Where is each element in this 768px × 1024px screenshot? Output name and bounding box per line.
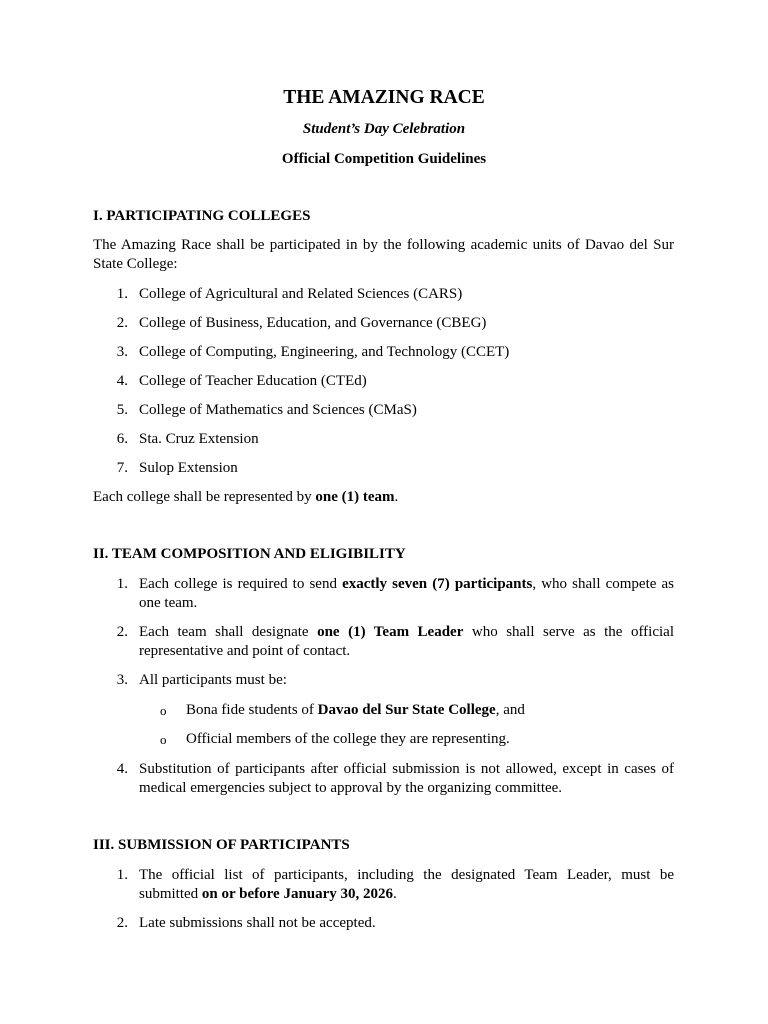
list-number: 5. — [116, 402, 128, 418]
list-number: 3. — [116, 672, 128, 688]
list-number: 1. — [116, 867, 128, 883]
sub-list-text — [186, 701, 525, 721]
list-text: College of Mathematics and Sciences (CMaS) — [139, 402, 417, 418]
list-text — [139, 885, 674, 905]
bullet-icon: o — [160, 703, 167, 718]
sub-list-text: Official members of the college they are representing. — [186, 731, 510, 747]
list-text: All participants must be: — [139, 672, 287, 688]
list-text — [139, 575, 674, 595]
list-text — [139, 623, 674, 643]
list-text-part: , who shall compete as — [532, 576, 674, 592]
list-text: Sta. Cruz Extension — [139, 431, 259, 447]
list-text: one team. — [139, 595, 198, 611]
list-number: 1. — [116, 576, 128, 592]
list-number: 1. — [116, 286, 128, 302]
list-text-part: Each team shall designate — [139, 624, 318, 640]
sub-list-text-part: Bona fide students of — [186, 702, 318, 718]
list-text: College of Teacher Education (CTEd) — [139, 373, 367, 389]
list-text: medical emergencies subject to approval by the organizing committee. — [139, 780, 563, 796]
list-text-part: submitted — [139, 886, 202, 902]
section-heading-submission: III. SUBMISSION OF PARTICIPANTS — [93, 837, 350, 853]
document-subheading: Official Competition Guidelines — [281, 151, 487, 167]
intro-paragraph-line2: State College: — [93, 256, 178, 272]
list-number: 4. — [116, 373, 128, 389]
list-text-part: . — [393, 886, 397, 902]
list-number: 7. — [116, 460, 128, 476]
list-text: Sulop Extension — [139, 460, 238, 476]
list-text: College of Computing, Engineering, and Technology (CCET) — [139, 344, 510, 360]
section-heading-colleges: I. PARTICIPATING COLLEGES — [93, 208, 311, 224]
representation-paragraph — [93, 488, 674, 508]
paragraph-text: . — [394, 489, 399, 505]
section-heading-team-composition: II. TEAM COMPOSITION AND ELIGIBILITY — [93, 546, 406, 562]
list-text-emphasis: exactly seven (7) participants — [342, 576, 533, 592]
list-text: Substitution of participants after official submission is not allowed, except in cases of — [139, 761, 674, 777]
bullet-icon: o — [160, 732, 167, 747]
sub-list-emphasis: Davao del Sur State College — [317, 702, 496, 718]
list-number: 4. — [116, 761, 128, 777]
paragraph-emphasis: one (1) team — [315, 489, 395, 505]
list-number: 6. — [116, 431, 128, 447]
list-text-emphasis: one (1) Team Leader — [317, 624, 464, 640]
list-text: Late submissions shall not be accepted. — [139, 915, 376, 931]
list-text-part: who shall serve as the official — [463, 624, 674, 640]
list-text: College of Agricultural and Related Sciences (CARS) — [139, 286, 463, 302]
intro-paragraph-line1: The Amazing Race shall be participated in by the following academic units of Davao del Sur — [93, 237, 674, 253]
list-number: 2. — [116, 624, 128, 640]
list-text: representative and point of contact. — [139, 643, 351, 659]
list-number: 3. — [116, 344, 128, 360]
document-subtitle: Student’s Day Celebration — [302, 121, 466, 137]
list-number: 2. — [116, 915, 128, 931]
list-text-emphasis: on or before January 30, 2026 — [201, 886, 394, 902]
document-title: THE AMAZING RACE — [283, 87, 485, 108]
list-text: The official list of participants, including the designated Team Leader, must be — [139, 867, 674, 883]
sub-list-text-part: , and — [495, 702, 525, 718]
list-number: 2. — [116, 315, 128, 331]
list-text: College of Business, Education, and Governance (CBEG) — [139, 315, 487, 331]
paragraph-text: Each college shall be represented by — [93, 489, 316, 505]
list-text-part: Each college is required to send — [139, 576, 343, 592]
